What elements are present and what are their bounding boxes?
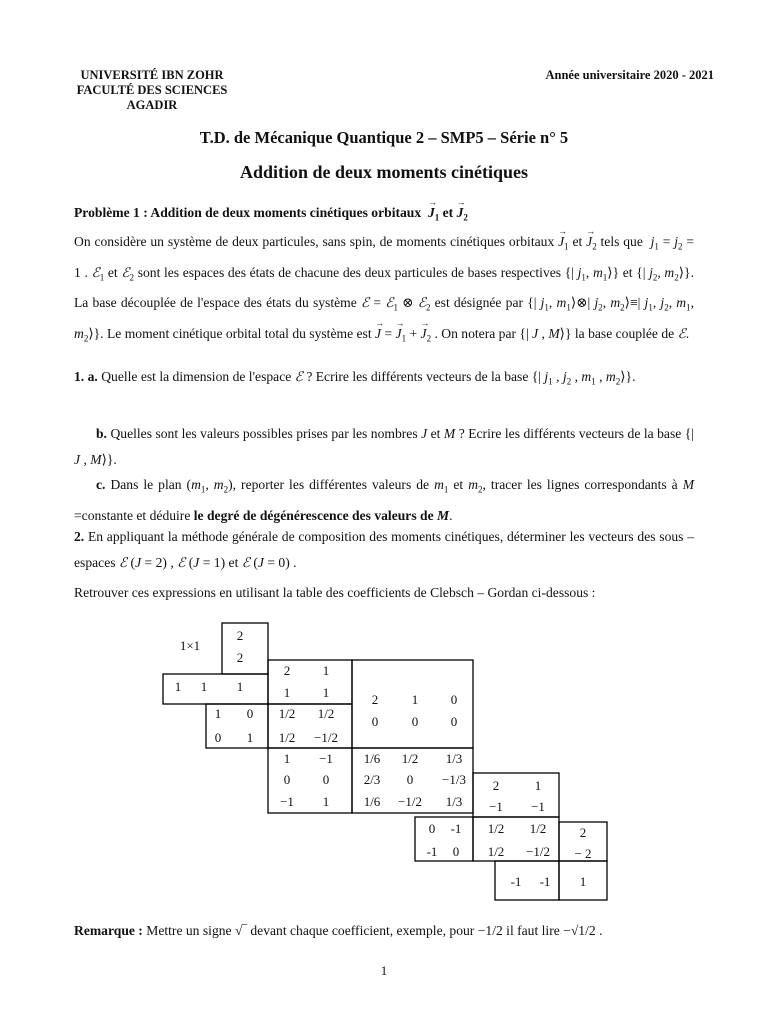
cg-coefficient-17: 0 [246, 706, 254, 721]
cg-coefficient-14: 0 [411, 714, 419, 729]
cg-coefficient-31: 2/3 [363, 772, 381, 787]
cg-coefficient-43: 0 [428, 821, 436, 836]
cg-coefficient-45: 1/2 [487, 821, 505, 836]
cg-coefficient-55: 1 [579, 874, 587, 889]
cg-coefficient-12: 0 [450, 692, 458, 707]
cg-coefficient-13: 0 [371, 714, 379, 729]
cg-coefficient-18: 1/2 [278, 706, 296, 721]
cg-coefficient-16: 1 [214, 706, 222, 721]
cg-coefficient-38: 1/3 [445, 794, 463, 809]
university-name: UNIVERSITÉ IBN ZOHR [80, 68, 224, 82]
cg-corner-label: 1×1 [179, 638, 201, 653]
question-1a: 1. a. Quelle est la dimension de l'espace ℰ ? Ecrire les différents vecteurs de la base {| $j_1$ , $j_2$ , $m_1$ , $m_2⟩$}. [74, 369, 636, 387]
cg-coefficient-30: 0 [322, 772, 330, 787]
cg-coefficient-10: 2 [371, 692, 379, 707]
problem-intro: On considère un système de deux particules, sans spin, de moments cinétiques orbitaux → $J_1$ et → $J_2$ tels que $j_1 = j_2 = 1$ . ℰ$_1$ et ℰ$_2$ sont les espaces des états de chacune des deux particules de bases respectives {| $j_1$, $m_1⟩$} et {| $j_2$, $m_2⟩$}. La base découplée de l'espace des états du système ℰ = ℰ$_1$ ⊗ ℰ$_2$ est désignée par {| $j_1$, $m_1⟩\otimes|$ $j_2$, $m_2⟩\equiv|$ $j_1$, $j_2$, $m_1$, $m_2⟩$}. Le moment cinétique orbital total du système est → J = → $J_1$ + → $J_2$ . On notera par {| J , M⟩} la base couplée de ℰ. [74, 229, 694, 352]
cg-coefficient-37: −1/2 [398, 794, 422, 809]
page-subtitle: Addition de deux moments cinétiques [239, 162, 529, 182]
question-1c: c. Dans le plan ($m_1$, $m_2$), reporter les différentes valeurs de $m_1$ et $m_2$, tracer les lignes correspondants à M =constante et déduire le degré de dégénérescence des valeurs de M. [74, 477, 695, 523]
cg-coefficient-36: 1/6 [363, 794, 381, 809]
question-1b: b. Quelles sont les valeurs possibles prises par les nombres J et M ? Ecrire les différents vecteurs de la base {| J , M⟩}. [74, 426, 694, 467]
cg-coefficient-26: 1/6 [363, 751, 381, 766]
cg-coefficient-3: 2 [283, 663, 291, 678]
cg-coefficient-40: 1 [534, 778, 542, 793]
cg-coefficient-6: 1 [322, 685, 330, 700]
academic-year: Année universitaire 2020 - 2021 [545, 68, 714, 82]
cg-coefficient-35: 1 [322, 794, 330, 809]
cg-coefficient-20: 0 [214, 730, 222, 745]
remark: Remarque : Mettre un signe √‾ devant chaque coefficient, exemple, pour −1/2 il faut lire −√1/2 . [74, 923, 603, 938]
cg-coefficient-21: 1 [246, 730, 254, 745]
cg-coefficient-27: 1/2 [401, 751, 419, 766]
cg-coefficient-25: −1 [319, 751, 333, 766]
cg-coefficient-8: 1 [200, 679, 208, 694]
cg-coefficient-47: 2 [579, 825, 587, 840]
cg-coefficient-41: −1 [489, 799, 503, 814]
cg-coefficient-4: 1 [322, 663, 330, 678]
faculty-name: FACULTÉ DES SCIENCES [76, 83, 228, 97]
cg-coefficient-48: -1 [426, 844, 438, 859]
cg-coefficient-34: −1 [280, 794, 294, 809]
cg-coefficient-19: 1/2 [317, 706, 335, 721]
cg-coefficient-29: 0 [283, 772, 291, 787]
cg-coefficient-42: −1 [531, 799, 545, 814]
cg-coefficient-22: 1/2 [278, 730, 296, 745]
cg-coefficient-39: 2 [492, 778, 500, 793]
retrouver-instruction: Retrouver ces expressions en utilisant la table des coefficients de Clebsch – Gordan ci-dessous : [74, 585, 596, 600]
page-title: T.D. de Mécanique Quantique 2 – SMP5 – Série n° 5 [199, 128, 569, 147]
cg-coefficient-33: −1/3 [442, 772, 466, 787]
question-2: 2. En appliquant la méthode générale de composition des moments cinétiques, déterminer les vecteurs des sous – espaces ℰ (J = 2) , ℰ (J = 1) et ℰ (J = 0) . [74, 529, 695, 570]
cg-coefficient-32: 0 [406, 772, 414, 787]
cg-coefficient-7: 1 [174, 679, 182, 694]
cg-coefficient-49: 0 [452, 844, 460, 859]
cg-coefficient-54: -1 [539, 874, 551, 889]
cg-coefficient-2: 2 [236, 650, 244, 665]
city-name: AGADIR [126, 98, 178, 112]
cg-coefficient-9: 1 [236, 679, 244, 694]
cg-coefficient-53: -1 [510, 874, 522, 889]
cg-coefficient-11: 1 [411, 692, 419, 707]
cg-coefficient-28: 1/3 [445, 751, 463, 766]
cg-coefficient-44: -1 [450, 821, 462, 836]
page-number: 1 [380, 963, 388, 978]
cg-coefficient-52: − 2 [574, 846, 592, 861]
cg-coefficient-51: −1/2 [526, 844, 550, 859]
cg-coefficient-5: 1 [283, 685, 291, 700]
cg-coefficient-46: 1/2 [529, 821, 547, 836]
university-header [62, 68, 242, 113]
problem-heading: Problème 1 : Addition de deux moments cinétiques orbitaux → $J_1$ et → $J_2$ [74, 200, 694, 231]
cg-coefficient-1: 2 [236, 628, 244, 643]
cg-coefficient-15: 0 [450, 714, 458, 729]
cg-coefficient-24: 1 [283, 751, 291, 766]
cg-coefficient-50: 1/2 [487, 844, 505, 859]
cg-coefficient-23: −1/2 [314, 730, 338, 745]
